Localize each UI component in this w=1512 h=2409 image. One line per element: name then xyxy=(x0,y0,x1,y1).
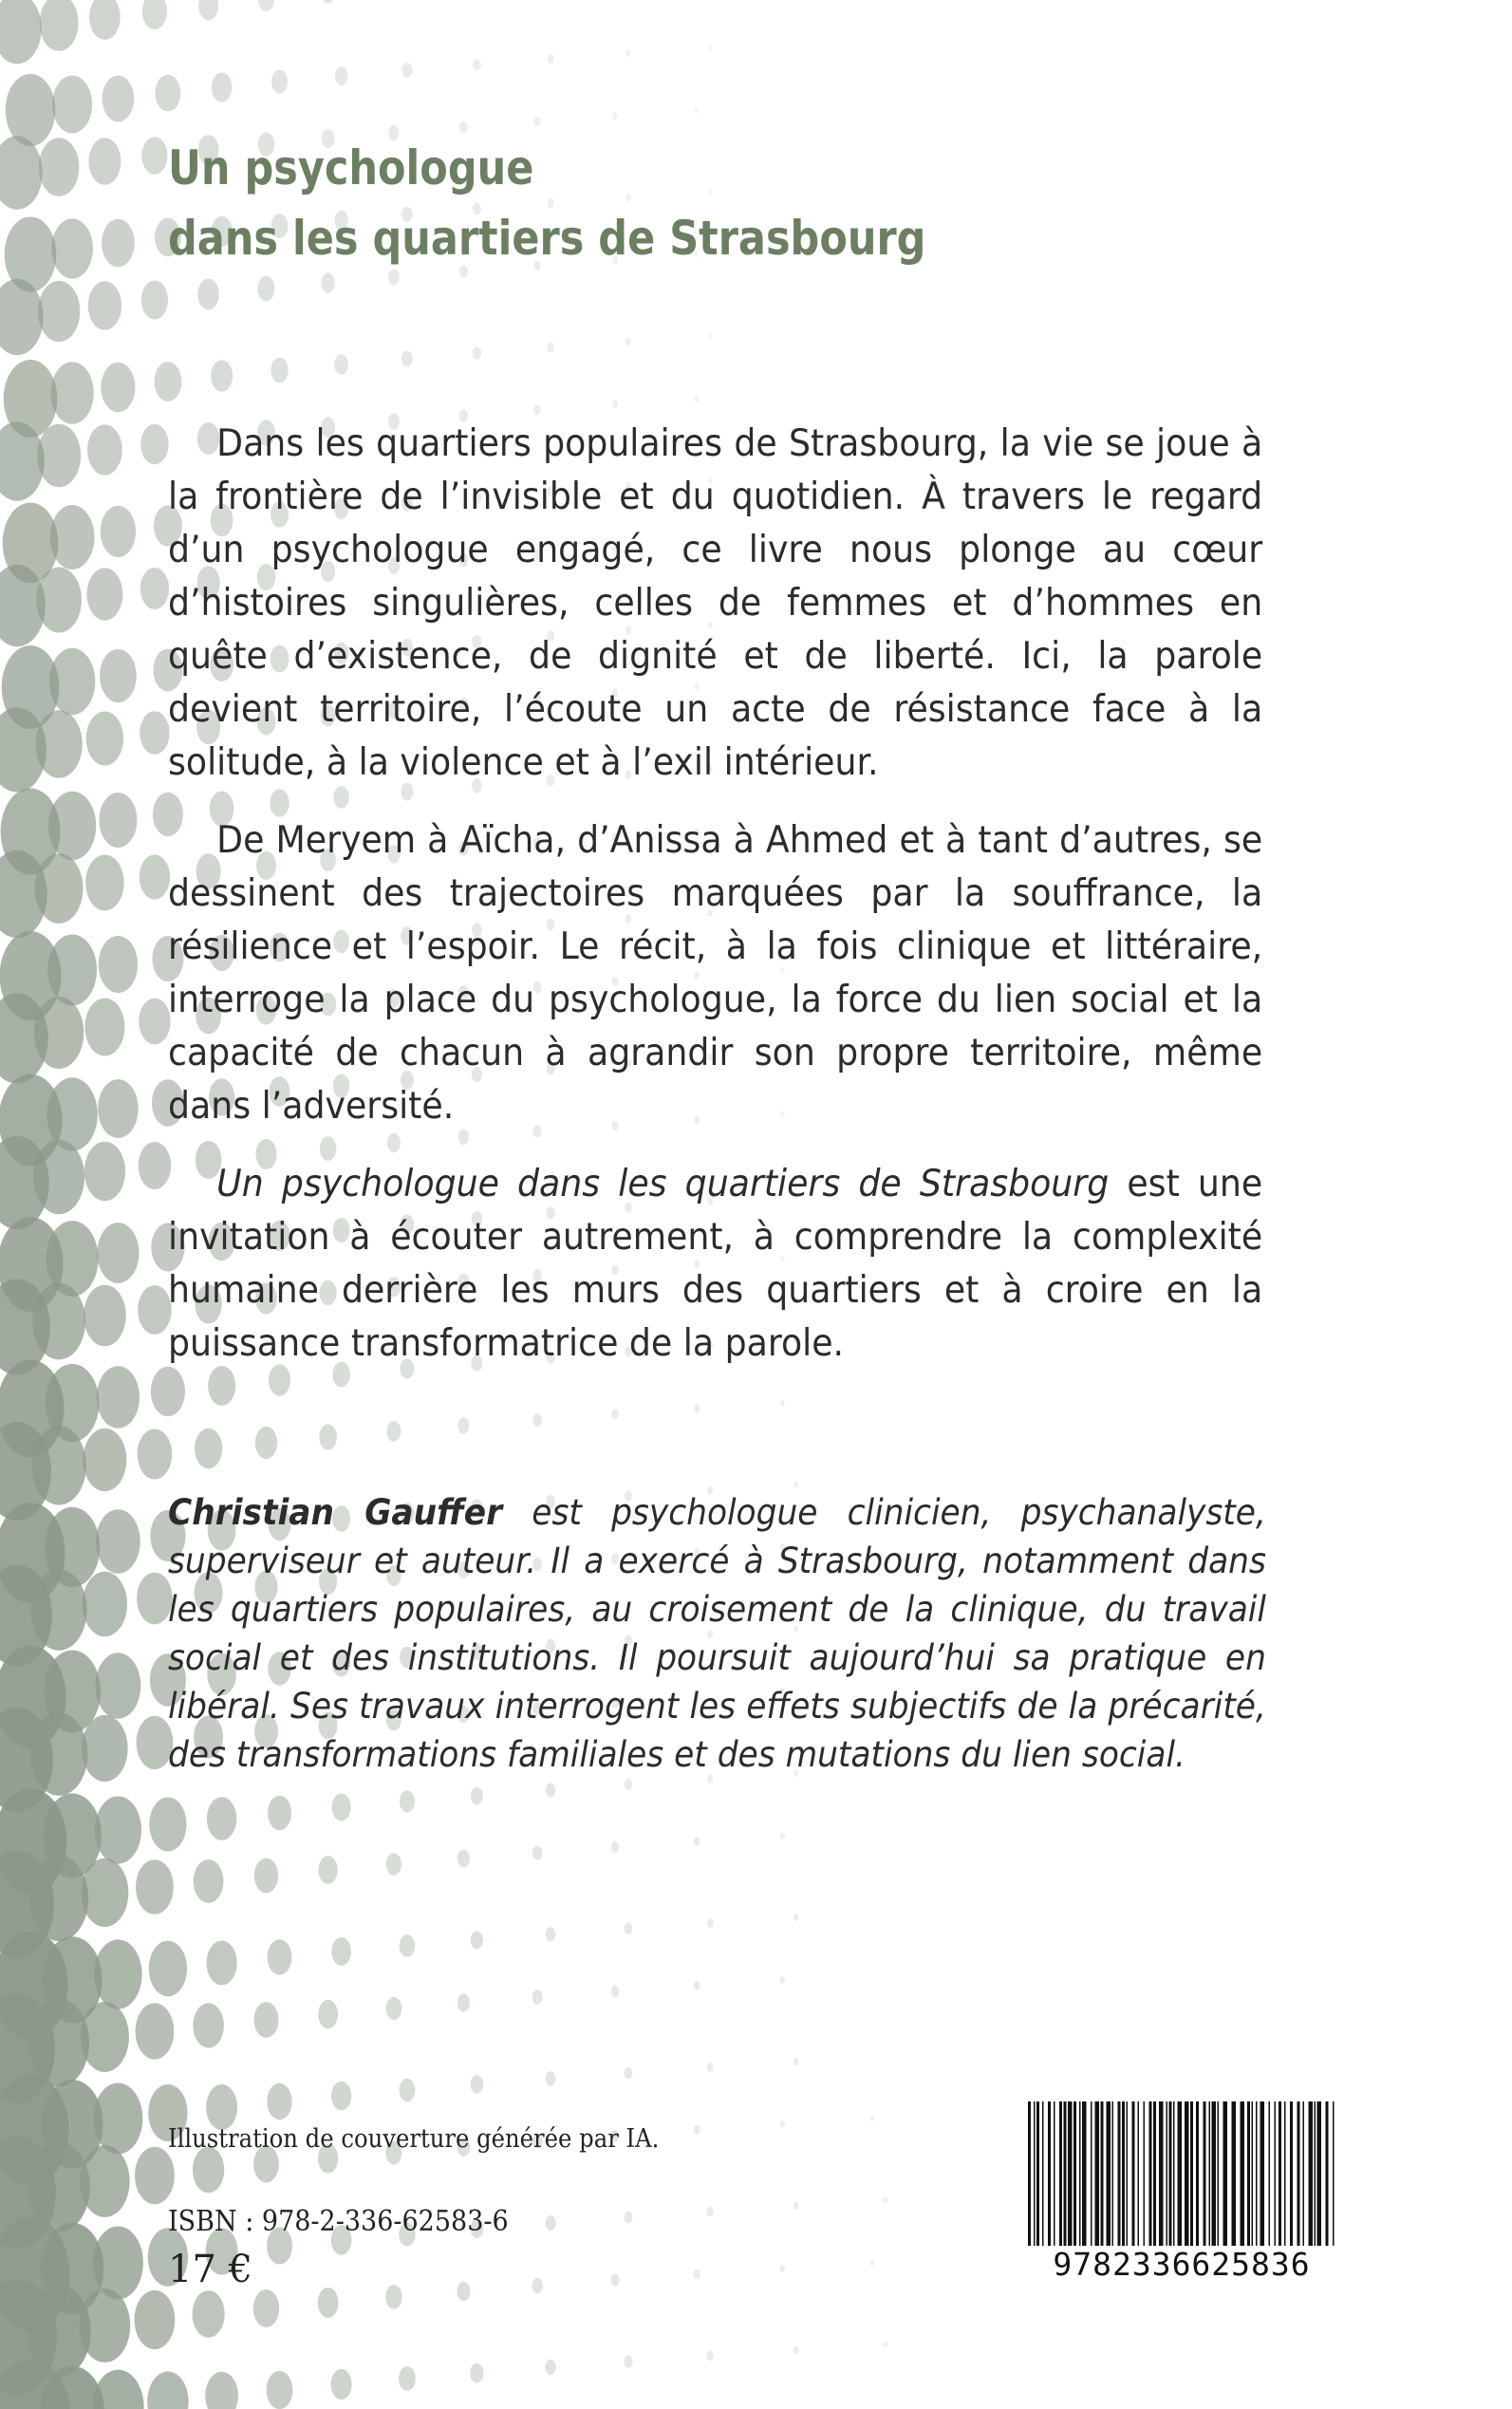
halftone-dot xyxy=(135,2147,175,2205)
halftone-dot xyxy=(470,2363,483,2383)
halftone-dot xyxy=(194,1859,224,1903)
halftone-dot xyxy=(611,1841,619,1853)
halftone-dot xyxy=(141,281,168,320)
barcode-bar xyxy=(1073,2101,1076,2246)
halftone-dot xyxy=(611,1410,619,1420)
halftone-dot xyxy=(85,855,124,911)
halftone-dot xyxy=(399,2366,416,2391)
halftone-dot xyxy=(780,2120,786,2128)
halftone-dot xyxy=(141,137,167,174)
barcode-bar xyxy=(1315,2101,1316,2246)
barcode-bar xyxy=(1173,2101,1175,2246)
halftone-dot xyxy=(611,1986,619,1997)
halftone-dot xyxy=(101,506,136,557)
barcode-bar xyxy=(1252,2101,1254,2246)
halftone-dot xyxy=(37,424,81,488)
halftone-dot xyxy=(39,138,80,196)
halftone-dot xyxy=(532,1413,542,1427)
halftone-dot xyxy=(548,54,554,64)
barcode-bar xyxy=(1064,2101,1067,2246)
halftone-dot xyxy=(139,1142,172,1189)
halftone-dot xyxy=(82,1715,127,1782)
halftone-dot xyxy=(149,1941,187,1996)
barcode-bar xyxy=(1048,2101,1051,2246)
barcode-bar xyxy=(1036,2101,1039,2246)
author-bio xyxy=(168,1488,1266,1779)
halftone-dot xyxy=(322,0,334,4)
price: 17 € xyxy=(168,2248,253,2291)
barcode-bar xyxy=(1138,2101,1140,2246)
halftone-dot xyxy=(142,0,167,29)
halftone-dot xyxy=(546,2071,556,2086)
halftone-dot xyxy=(139,999,170,1045)
halftone-dot xyxy=(708,333,713,340)
halftone-dot xyxy=(206,2084,237,2130)
halftone-dot xyxy=(147,2372,188,2409)
halftone-dot xyxy=(267,2083,291,2120)
halftone-dot xyxy=(198,0,218,20)
halftone-dot xyxy=(473,346,481,360)
halftone-dot xyxy=(253,2289,279,2327)
halftone-dot xyxy=(625,49,631,57)
halftone-dot xyxy=(780,1976,785,1984)
barcode-bar xyxy=(1317,2101,1322,2246)
barcode-bar xyxy=(1190,2101,1193,2246)
halftone-dot xyxy=(386,1421,401,1442)
barcode-bar xyxy=(1169,2101,1172,2246)
halftone-dot xyxy=(140,855,170,900)
halftone-dot xyxy=(49,648,95,715)
halftone-dot xyxy=(88,138,121,184)
halftone-dot xyxy=(707,2351,714,2361)
halftone-dot xyxy=(331,1937,351,1966)
halftone-dot xyxy=(135,2290,176,2349)
halftone-dot xyxy=(780,1400,785,1407)
barcode-bar xyxy=(1204,2101,1206,2246)
barcode-bar xyxy=(1144,2101,1146,2246)
halftone-dot xyxy=(38,281,80,342)
halftone-dot xyxy=(780,1832,785,1839)
halftone-dot xyxy=(457,1417,469,1433)
barcode-bar xyxy=(1042,2101,1044,2246)
halftone-dot xyxy=(52,76,92,134)
halftone-dot xyxy=(82,1858,129,1927)
halftone-dot xyxy=(6,74,56,146)
halftone-dot xyxy=(332,1794,351,1821)
halftone-dot xyxy=(708,45,712,50)
halftone-dot xyxy=(625,1923,632,1934)
halftone-dot xyxy=(318,2288,339,2318)
halftone-dot xyxy=(625,1779,632,1790)
blurb-paragraph-3 xyxy=(168,1158,1262,1371)
book-title-line-1: Un psychologue xyxy=(168,140,534,196)
halftone-dot xyxy=(793,1481,798,1487)
halftone-dot xyxy=(31,1426,85,1504)
halftone-dot xyxy=(335,66,348,85)
halftone-dot xyxy=(319,1856,338,1883)
halftone-dot xyxy=(546,1927,556,1941)
halftone-dot xyxy=(138,1285,172,1335)
halftone-dot xyxy=(870,2260,875,2267)
halftone-dot xyxy=(267,2371,293,2409)
halftone-dot xyxy=(331,2369,352,2400)
halftone-dot xyxy=(611,2274,620,2287)
halftone-dot xyxy=(88,281,121,329)
halftone-dot xyxy=(0,136,43,209)
author-bio-text: est psychologue clinicien, psychanalyste, superviseur et auteur. Il a exercé à Strasbourg, notamment dans les quartiers populaires, au croisement de la clinique, du travail social et des institutions. Il poursuit aujourd’hui sa pratique en libéral. Ses travaux interrogent les effets subjectifs de la précarité, des transformations familiales et des mutations du lien social. xyxy=(168,1492,1266,1775)
halftone-dot xyxy=(140,711,169,755)
halftone-dot xyxy=(36,568,82,633)
halftone-dot xyxy=(694,1981,700,1990)
blurb-paragraph-2: De Meryem à Aïcha, d’Anissa à Ahmed et à tant d’autres, se dessinent des trajectoires marquées par la souffrance, la résilience et l’espoir. Le récit, à la fois clinique et littéraire, interroge la place du psychologue, la force du lien social et la capacité de chacun à agrandir son propre territoire, même dans l’adversité. xyxy=(168,819,1263,1128)
halftone-dot xyxy=(884,2197,888,2204)
barcode-bar xyxy=(1275,2101,1277,2246)
back-cover-blurb xyxy=(168,418,1262,1395)
halftone-dot xyxy=(156,75,181,112)
halftone-dot xyxy=(331,2082,351,2111)
halftone-dot xyxy=(694,1405,700,1413)
halftone-dot xyxy=(707,1918,714,1928)
halftone-dot xyxy=(96,1653,141,1718)
halftone-dot xyxy=(271,358,288,383)
halftone-dot xyxy=(47,935,97,1006)
halftone-dot xyxy=(457,1993,470,2011)
barcode-bars xyxy=(1026,2101,1339,2246)
book-title xyxy=(168,133,925,273)
halftone-dot xyxy=(211,360,233,391)
halftone-dot xyxy=(31,1569,87,1651)
barcode-bar xyxy=(1178,2101,1183,2246)
barcode-bar xyxy=(1241,2101,1245,2246)
halftone-dot xyxy=(694,2269,700,2279)
halftone-dot xyxy=(94,2083,143,2155)
halftone-dot xyxy=(100,649,137,702)
halftone-dot xyxy=(386,1997,402,2020)
halftone-dot xyxy=(93,2227,143,2300)
halftone-dot xyxy=(86,568,122,620)
halftone-dot xyxy=(612,112,618,120)
barcode-bar xyxy=(1185,2101,1189,2246)
halftone-dot xyxy=(471,1787,483,1805)
halftone-dot xyxy=(84,1142,125,1202)
halftone-dot xyxy=(780,2265,786,2272)
halftone-dot xyxy=(0,0,42,64)
halftone-dot xyxy=(51,362,94,424)
author-name: Christian Gauffer xyxy=(168,1492,503,1533)
halftone-dot xyxy=(207,1797,236,1840)
halftone-dot xyxy=(140,568,169,609)
halftone-dot xyxy=(99,936,138,993)
barcode-bar xyxy=(1059,2101,1062,2246)
barcode-bar xyxy=(1167,2101,1168,2246)
barcode-bar xyxy=(1127,2101,1129,2246)
halftone-dot xyxy=(48,792,96,861)
halftone-dot xyxy=(102,219,135,268)
halftone-dot xyxy=(193,2003,224,2047)
halftone-dot xyxy=(532,1989,543,2004)
halftone-dot xyxy=(457,1850,470,1868)
halftone-dot xyxy=(136,2003,175,2059)
barcode-bar xyxy=(1118,2101,1121,2246)
barcode-bar xyxy=(1232,2101,1237,2246)
halftone-dot xyxy=(80,2145,129,2217)
halftone-dot xyxy=(533,405,541,416)
barcode-bar xyxy=(1223,2101,1228,2246)
barcode-bar xyxy=(1297,2101,1300,2246)
halftone-dot xyxy=(695,396,700,402)
halftone-dot xyxy=(546,1783,555,1798)
halftone-dot xyxy=(86,712,123,766)
barcode-bar xyxy=(1209,2101,1211,2246)
halftone-dot xyxy=(473,59,481,71)
halftone-dot xyxy=(255,1427,277,1459)
isbn: ISBN : 978-2-336-62583-6 xyxy=(168,2205,509,2238)
halftone-dot xyxy=(534,117,541,126)
barcode-bar xyxy=(1333,2101,1335,2246)
blurb-book-title: Un psychologue dans les quartiers de Strasbourg xyxy=(216,1163,1110,1205)
halftone-dot xyxy=(84,1429,127,1491)
halftone-dot xyxy=(625,338,631,346)
halftone-dot xyxy=(254,1858,278,1894)
barcode-bar xyxy=(1122,2101,1125,2246)
barcode-bar xyxy=(1079,2101,1081,2246)
halftone-dot xyxy=(625,2355,633,2367)
halftone-dot xyxy=(457,2282,470,2301)
barcode-bar xyxy=(1149,2101,1152,2246)
halftone-dot xyxy=(34,997,84,1069)
halftone-dot xyxy=(89,0,121,40)
halftone-dot xyxy=(87,424,122,475)
halftone-dot xyxy=(97,1366,140,1429)
halftone-dot xyxy=(33,1140,84,1214)
halftone-dot xyxy=(101,363,135,412)
halftone-dot xyxy=(51,218,93,278)
barcode-bar xyxy=(1218,2101,1220,2246)
halftone-dot xyxy=(138,1429,173,1480)
halftone-dot xyxy=(205,2372,238,2409)
halftone-dot xyxy=(136,1859,174,1914)
halftone-dot xyxy=(884,2342,888,2348)
halftone-dot xyxy=(40,0,79,51)
barcode-bar xyxy=(1153,2101,1156,2246)
halftone-dot xyxy=(155,362,182,402)
illustration-credit: Illustration de couverture générée par IA. xyxy=(168,2124,660,2154)
halftone-dot xyxy=(193,2147,224,2193)
halftone-dot xyxy=(321,273,334,293)
halftone-dot xyxy=(193,2290,225,2338)
halftone-dot xyxy=(97,1223,139,1283)
halftone-dot xyxy=(96,1509,140,1574)
halftone-dot xyxy=(547,343,554,353)
halftone-dot xyxy=(197,279,219,310)
halftone-dot xyxy=(29,1856,88,1941)
halftone-dot xyxy=(207,1941,237,1986)
halftone-dot xyxy=(707,2207,714,2216)
halftone-dot xyxy=(545,2360,555,2375)
halftone-dot xyxy=(83,1572,127,1636)
halftone-dot xyxy=(401,351,413,367)
barcode-bar xyxy=(1303,2101,1305,2246)
halftone-dot xyxy=(612,401,618,409)
halftone-dot xyxy=(471,2075,483,2094)
halftone-dot xyxy=(695,107,700,114)
halftone-dot xyxy=(140,424,168,465)
halftone-dot xyxy=(694,2125,700,2135)
barcode-bar xyxy=(1101,2101,1104,2246)
halftone-dot xyxy=(870,2116,874,2121)
barcode-bar xyxy=(1269,2101,1271,2246)
blurb-paragraph-3-text: est une invitation à écouter autrement, à comprendre la complexité humaine derrière les murs des quartiers et à croire en la puissance transformatrice de la parole. xyxy=(168,1163,1263,1365)
barcode-digits: 9782336625836 xyxy=(1053,2246,1311,2283)
halftone-dot xyxy=(334,354,348,374)
barcode-bar xyxy=(1284,2101,1286,2246)
barcode-bar xyxy=(1256,2101,1258,2246)
barcode-bar xyxy=(1326,2101,1329,2246)
halftone-dot xyxy=(94,1939,141,2008)
halftone-dot xyxy=(793,2202,799,2210)
barcode-bar xyxy=(1132,2101,1135,2246)
halftone-dot xyxy=(50,505,95,570)
halftone-dot xyxy=(254,2002,279,2038)
halftone-dot xyxy=(258,0,274,11)
barcode-bar xyxy=(1112,2101,1114,2246)
halftone-dot xyxy=(47,1077,97,1150)
halftone-dot xyxy=(268,1796,291,1830)
barcode-bar xyxy=(1260,2101,1265,2246)
halftone-dot xyxy=(81,2002,129,2072)
halftone-dot xyxy=(532,2278,543,2293)
barcode-bar xyxy=(1091,2101,1092,2246)
halftone-dot xyxy=(103,76,135,122)
barcode-bar xyxy=(1028,2101,1031,2246)
barcode-bar xyxy=(1247,2101,1250,2246)
halftone-dot xyxy=(92,2370,143,2409)
halftone-dot xyxy=(80,2288,131,2362)
halftone-dot xyxy=(793,2058,799,2065)
halftone-dot xyxy=(98,1079,139,1138)
halftone-dot xyxy=(271,70,288,94)
halftone-dot xyxy=(694,1837,700,1846)
halftone-dot xyxy=(318,2000,338,2028)
halftone-dot xyxy=(532,1846,542,1860)
blurb-paragraph-1: Dans les quartiers populaires de Strasbourg, la vie se joue à la frontière de l’invisible et du quotidien. À travers le regard d’un psychologue engagé, ce livre nous plonge au cœur d’histoires singulières, celles de femmes et d’hommes en quête d’existence, de dignité et de liberté. Ici, la parole devient territoire, l’écoute un acte de résistance face à la solitude, à la violence et à l’exil intérieur. xyxy=(168,422,1263,784)
halftone-dot xyxy=(32,1283,85,1360)
halftone-dot xyxy=(319,1425,337,1450)
halftone-dot xyxy=(386,1853,401,1876)
barcode-bar xyxy=(1082,2101,1087,2246)
halftone-dot xyxy=(35,853,84,924)
halftone-dot xyxy=(212,73,232,103)
halftone-dot xyxy=(546,2215,556,2231)
halftone-dot xyxy=(625,2067,633,2079)
barcode-bar xyxy=(1279,2101,1281,2246)
barcode-bar xyxy=(1212,2101,1217,2246)
halftone-dot xyxy=(707,2063,714,2072)
book-title-line-2: dans les quartiers de Strasbourg xyxy=(168,211,926,266)
barcode-bar xyxy=(1107,2101,1111,2246)
barcode xyxy=(1012,2094,1352,2297)
halftone-dot xyxy=(99,793,137,848)
halftone-dot xyxy=(793,2346,799,2354)
barcode-bar xyxy=(1034,2101,1036,2246)
barcode-bar xyxy=(1068,2101,1073,2246)
barcode-bar xyxy=(1309,2101,1314,2246)
halftone-dot xyxy=(459,121,468,134)
halftone-dot xyxy=(84,999,124,1056)
barcode-bar xyxy=(1290,2101,1293,2246)
halftone-dot xyxy=(95,1796,141,1863)
halftone-dot xyxy=(268,1939,292,1974)
halftone-dot xyxy=(149,1798,186,1852)
halftone-dot xyxy=(258,276,275,301)
halftone-dot xyxy=(385,2285,401,2308)
barcode-bar xyxy=(1159,2101,1164,2246)
halftone-dot xyxy=(400,1790,415,1812)
halftone-dot xyxy=(471,1932,483,1950)
barcode-bar xyxy=(1054,2101,1055,2246)
halftone-dot xyxy=(30,1712,88,1796)
halftone-dot xyxy=(28,1999,89,2087)
halftone-dot xyxy=(625,2212,633,2224)
barcode-bar xyxy=(1095,2101,1100,2246)
barcode-bar xyxy=(1196,2101,1199,2246)
halftone-dot xyxy=(400,1934,415,1957)
halftone-dot xyxy=(400,2079,416,2101)
halftone-dot xyxy=(36,710,83,777)
halftone-dot xyxy=(401,63,412,78)
halftone-dot xyxy=(793,1914,798,1921)
halftone-dot xyxy=(195,1429,222,1468)
halftone-dot xyxy=(84,1285,126,1347)
